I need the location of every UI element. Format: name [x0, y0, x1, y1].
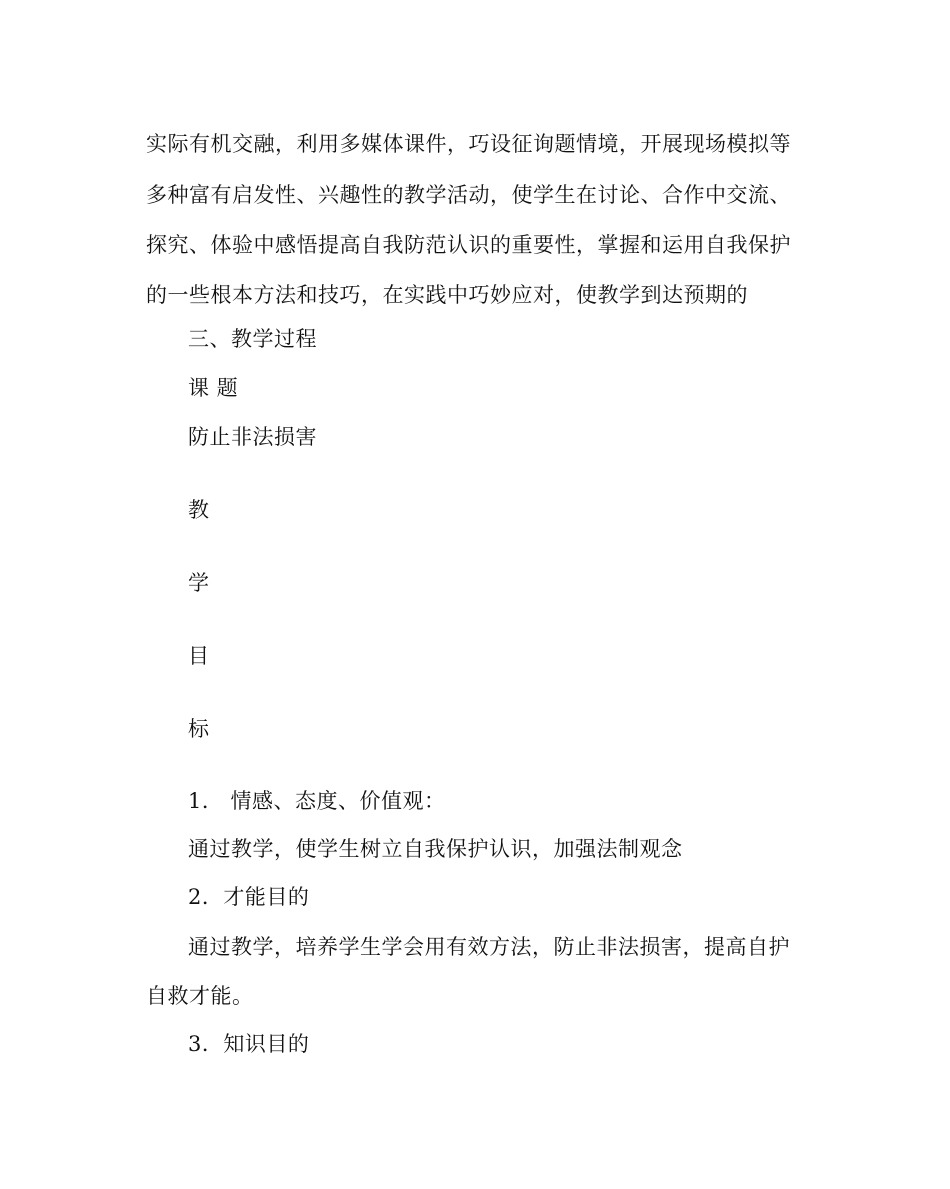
objectives-label-char-1: 教	[188, 498, 210, 522]
paragraph-line-3: 探究、体验中感悟提高自我防范认识的重要性，掌握和运用自我保护	[146, 233, 791, 257]
objective-1-text: 通过教学，使学生树立自我保护认识，加强法制观念	[188, 837, 683, 861]
objective-2-text-line-1: 通过教学，培养学生学会用有效方法，防止非法损害，提高自护	[188, 935, 790, 959]
objective-3-title: 3．知识目的	[188, 1032, 310, 1056]
objective-2-text-line-2: 自救才能。	[146, 984, 254, 1008]
topic-value: 防止非法损害	[188, 425, 317, 449]
objectives-label-char-2: 学	[188, 571, 210, 595]
objective-2-title: 2．才能目的	[188, 885, 310, 909]
topic-label: 课 题	[188, 376, 239, 400]
paragraph-line-4: 的一些根本方法和技巧，在实践中巧妙应对，使教学到达预期的	[146, 283, 748, 307]
objective-1-title: 1． 情感、态度、价值观：	[188, 789, 446, 813]
paragraph-line-2: 多种富有启发性、兴趣性的教学活动，使学生在讨论、合作中交流、	[146, 183, 791, 207]
section-heading: 三、教学过程	[188, 327, 317, 351]
objectives-label-char-3: 目	[188, 644, 210, 668]
paragraph-line-1: 实际有机交融，利用多媒体课件，巧设征询题情境，开展现场模拟等	[146, 132, 791, 156]
objectives-label-char-4: 标	[188, 717, 210, 741]
